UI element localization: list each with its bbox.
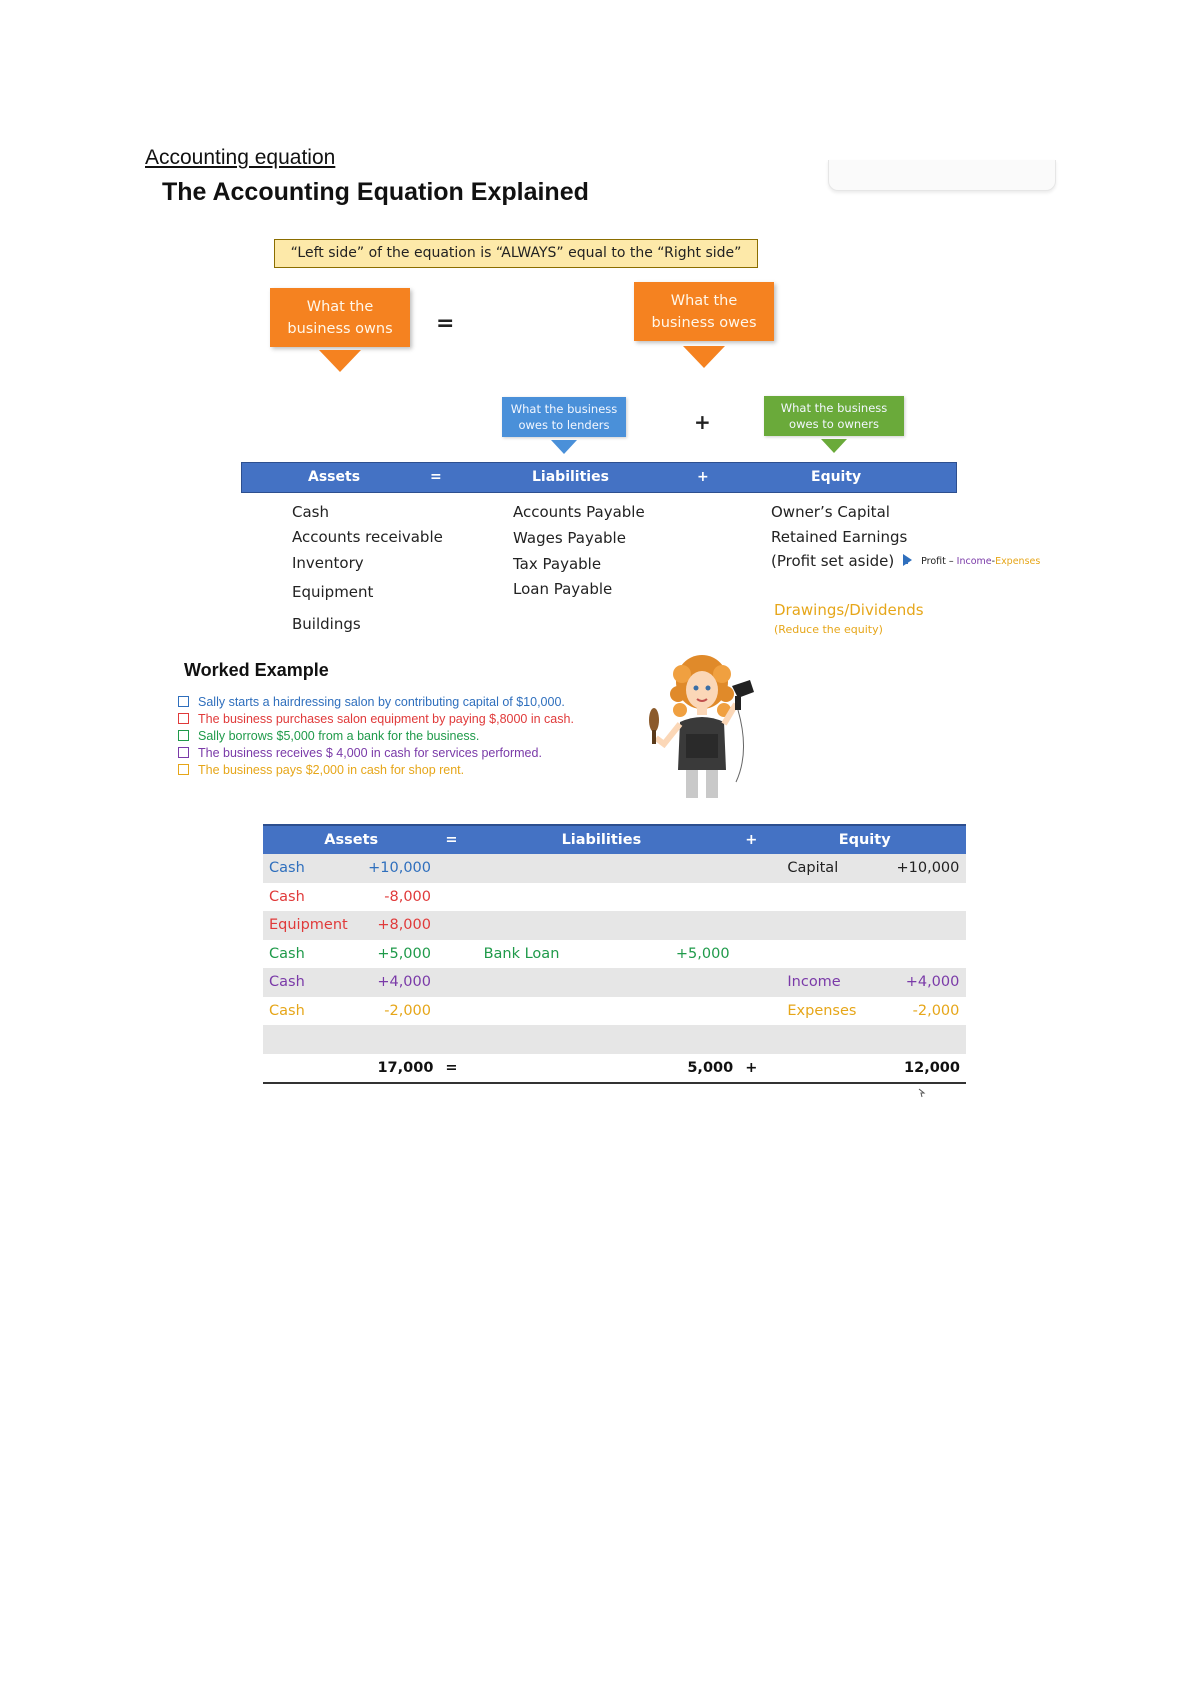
equals-cell bbox=[439, 940, 463, 969]
liabilities-cell bbox=[464, 1025, 740, 1054]
list-item: Accounts receivable bbox=[292, 528, 443, 546]
total-plus: + bbox=[739, 1054, 763, 1084]
asset-value: +8,000 bbox=[377, 917, 431, 934]
liabilities-cell bbox=[464, 940, 740, 969]
liabilities-cell bbox=[464, 911, 740, 940]
total-liabilities: 5,000 bbox=[464, 1054, 740, 1084]
list-item: Wages Payable bbox=[513, 529, 626, 547]
owners-card-label: What the business owes to owners bbox=[780, 401, 888, 431]
owns-card bbox=[270, 288, 410, 347]
owes-down-arrow-icon bbox=[683, 346, 725, 368]
owes-card bbox=[634, 282, 774, 341]
asset-label: Cash bbox=[269, 945, 305, 962]
equity-cell bbox=[763, 968, 966, 997]
equation-note: “Left side” of the equation is “ALWAYS” equal to the “Right side” bbox=[274, 239, 758, 268]
equity-cell bbox=[763, 911, 966, 940]
checkbox-icon bbox=[178, 730, 189, 741]
equals-cell bbox=[439, 1025, 463, 1054]
asset-label: Cash bbox=[269, 1002, 305, 1019]
asset-label: Equipment bbox=[269, 917, 348, 934]
cursor-icon bbox=[918, 1088, 926, 1101]
profit-note bbox=[903, 554, 1040, 567]
equity-cell bbox=[763, 1025, 966, 1054]
plus-cell bbox=[739, 911, 763, 940]
bar-liabilities: Liabilities bbox=[532, 469, 609, 485]
list-item: Retained Earnings bbox=[771, 528, 908, 546]
assets-cell bbox=[263, 854, 439, 883]
plus-cell bbox=[739, 940, 763, 969]
liabilities-cell bbox=[464, 883, 740, 912]
equity-cell bbox=[763, 997, 966, 1026]
example-text: The business receives $ 4,000 in cash for services performed. bbox=[198, 746, 542, 760]
example-item bbox=[178, 763, 464, 777]
liabilities-cell bbox=[464, 854, 740, 883]
lenders-card bbox=[502, 397, 626, 437]
table-row bbox=[263, 968, 966, 997]
table-row bbox=[263, 997, 966, 1026]
equity-label: Capital bbox=[787, 860, 839, 877]
owners-down-arrow-icon bbox=[821, 439, 847, 453]
example-item bbox=[178, 695, 565, 709]
liabilities-cell bbox=[464, 968, 740, 997]
example-text: Sally borrows $5,000 from a bank for the business. bbox=[198, 729, 480, 743]
owns-card-label: What the business owns bbox=[287, 298, 393, 337]
example-item bbox=[178, 746, 542, 760]
owns-down-arrow-icon bbox=[319, 350, 361, 372]
header-assets: Assets bbox=[263, 825, 439, 854]
bar-equals: = bbox=[430, 469, 442, 485]
owes-card-label: What the business owes bbox=[651, 292, 757, 331]
assets-cell bbox=[263, 997, 439, 1026]
list-item: Owner’s Capital bbox=[771, 503, 890, 521]
list-item: Loan Payable bbox=[513, 580, 613, 598]
cropped-chip bbox=[828, 160, 1056, 191]
list-item: Tax Payable bbox=[513, 555, 602, 573]
owners-card bbox=[764, 396, 904, 436]
worked-example-title: Worked Example bbox=[184, 660, 329, 680]
assets-cell bbox=[263, 968, 439, 997]
table-row bbox=[263, 883, 966, 912]
drawings-sub: (Reduce the equity) bbox=[774, 623, 883, 636]
bar-assets: Assets bbox=[308, 469, 361, 485]
equity-label: Expenses bbox=[787, 1002, 857, 1019]
page-title: The Accounting Equation Explained bbox=[162, 178, 589, 206]
hairdresser-illustration bbox=[640, 652, 765, 802]
equity-cell bbox=[763, 883, 966, 912]
table-row bbox=[263, 940, 966, 969]
expenses-label: Expenses bbox=[995, 556, 1041, 567]
header-equity: Equity bbox=[763, 825, 966, 854]
list-item: Cash bbox=[292, 503, 329, 521]
table-header-row bbox=[263, 825, 966, 854]
list-item: Accounts Payable bbox=[513, 503, 645, 521]
example-text: The business pays $2,000 in cash for shop rent. bbox=[198, 763, 465, 777]
plus-cell bbox=[739, 854, 763, 883]
asset-value: -2,000 bbox=[384, 1002, 431, 1019]
equity-value: +10,000 bbox=[896, 860, 960, 877]
assets-cell bbox=[263, 1025, 439, 1054]
header-liabilities: Liabilities bbox=[464, 825, 740, 854]
header-equals: = bbox=[439, 825, 463, 854]
plus-cell bbox=[739, 1025, 763, 1054]
list-item: Inventory bbox=[292, 554, 364, 572]
equals-cell bbox=[439, 911, 463, 940]
example-item bbox=[178, 729, 479, 743]
example-text: Sally starts a hairdressing salon by contributing capital of $10,000. bbox=[198, 695, 565, 709]
equity-label: Income bbox=[787, 974, 841, 991]
minus-label: - bbox=[991, 556, 996, 567]
equity-cell bbox=[763, 940, 966, 969]
income-label: Income bbox=[956, 556, 992, 567]
section-heading: Accounting equation bbox=[145, 146, 336, 169]
header-plus: + bbox=[739, 825, 763, 854]
asset-label: Cash bbox=[269, 888, 305, 905]
profit-label: Profit – bbox=[921, 556, 954, 567]
list-item: Equipment bbox=[292, 583, 374, 601]
asset-value: +10,000 bbox=[368, 860, 431, 877]
equals-symbol: = bbox=[436, 311, 455, 336]
liability-value: +5,000 bbox=[675, 945, 730, 962]
asset-value: +4,000 bbox=[377, 974, 431, 991]
liability-label: Bank Loan bbox=[483, 945, 560, 962]
asset-label: Cash bbox=[269, 974, 305, 991]
lenders-down-arrow-icon bbox=[551, 440, 577, 454]
example-item bbox=[178, 712, 574, 726]
plus-cell bbox=[739, 968, 763, 997]
equals-cell bbox=[439, 968, 463, 997]
drawings-label: Drawings/Dividends bbox=[774, 601, 924, 619]
total-equals: = bbox=[439, 1054, 463, 1084]
table-row bbox=[263, 911, 966, 940]
checkbox-icon bbox=[178, 696, 189, 707]
bar-equity: Equity bbox=[811, 469, 862, 485]
checkbox-icon bbox=[178, 713, 189, 724]
assets-cell bbox=[263, 940, 439, 969]
transactions-table bbox=[263, 824, 966, 1084]
asset-value: +5,000 bbox=[377, 945, 431, 962]
total-equity: 12,000 bbox=[763, 1054, 966, 1084]
plus-symbol: + bbox=[694, 410, 711, 434]
totals-row bbox=[263, 1054, 966, 1084]
checkbox-icon bbox=[178, 764, 189, 775]
plus-cell bbox=[739, 883, 763, 912]
list-item: (Profit set aside) bbox=[771, 552, 895, 570]
equity-value: +4,000 bbox=[905, 974, 960, 991]
list-item: Buildings bbox=[292, 615, 361, 633]
equity-cell bbox=[763, 854, 966, 883]
equity-value: -2,000 bbox=[912, 1002, 960, 1019]
plus-cell bbox=[739, 997, 763, 1026]
asset-label: Cash bbox=[269, 860, 305, 877]
liabilities-cell bbox=[464, 997, 740, 1026]
equation-bar bbox=[241, 462, 957, 493]
equals-cell bbox=[439, 883, 463, 912]
checkbox-icon bbox=[178, 747, 189, 758]
table-row bbox=[263, 1025, 966, 1054]
bar-plus: + bbox=[697, 469, 709, 485]
total-assets: 17,000 bbox=[263, 1054, 439, 1084]
equals-cell bbox=[439, 997, 463, 1026]
assets-cell bbox=[263, 911, 439, 940]
asset-value: -8,000 bbox=[384, 888, 431, 905]
assets-cell bbox=[263, 883, 439, 912]
example-text: The business purchases salon equipment by paying $,8000 in cash. bbox=[198, 712, 574, 726]
table-row bbox=[263, 854, 966, 883]
lenders-card-label: What the business owes to lenders bbox=[510, 402, 618, 432]
equals-cell bbox=[439, 854, 463, 883]
